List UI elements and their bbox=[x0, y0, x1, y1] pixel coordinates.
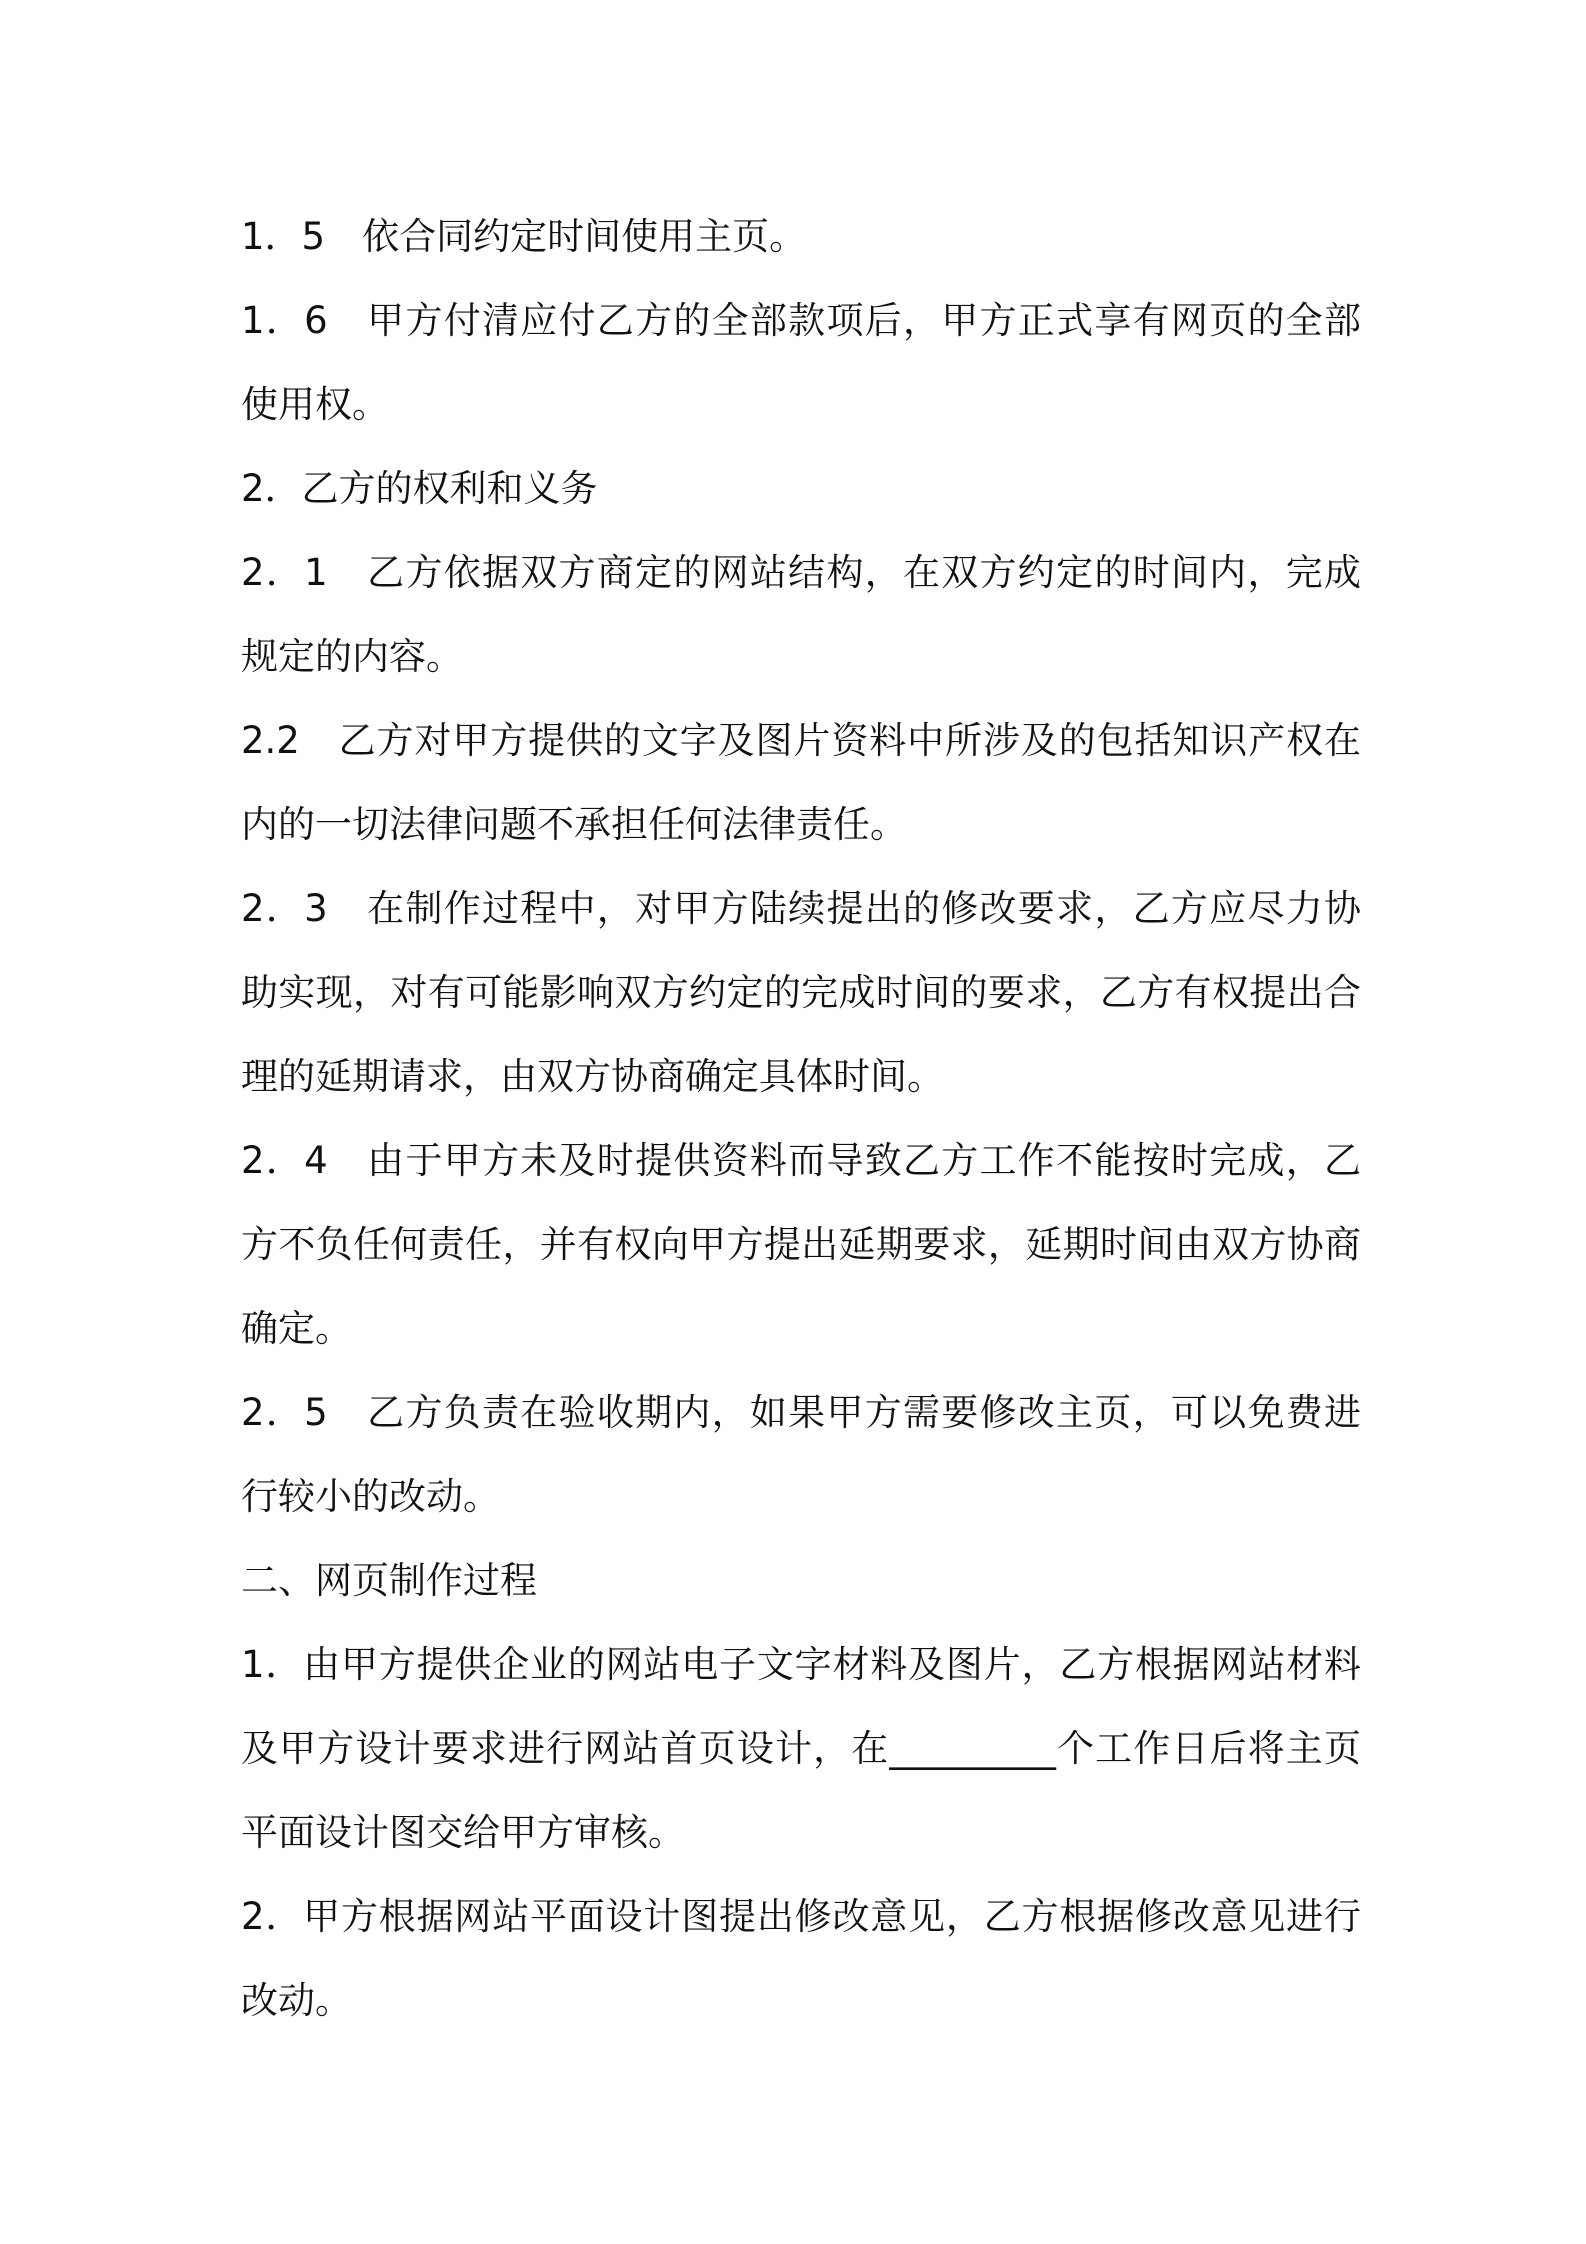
document-body bbox=[241, 195, 1361, 2043]
paragraph-2-3: 2．3 在制作过程中，对甲方陆续提出的修改要求，乙方应尽力协助实现，对有可能影响双方约定的完成时间的要求，乙方有权提出合理的延期请求，由双方协商确定具体时间。 bbox=[241, 887, 1361, 1098]
paragraph-1-6: 1．6 甲方付清应付乙方的全部款项后，甲方正式享有网页的全部使用权。 bbox=[241, 299, 1361, 426]
section-heading-2: 2．乙方的权利和义务 bbox=[241, 467, 598, 510]
paragraph-1-5: 1．5 依合同约定时间使用主页。 bbox=[241, 215, 807, 258]
chapter-heading-webpage-process: 二、网页制作过程 bbox=[241, 1559, 537, 1602]
paragraph-2-1: 2．1 乙方依据双方商定的网站结构，在双方约定的时间内，完成规定的内容。 bbox=[241, 551, 1361, 678]
paragraph-2-2: 2.2 乙方对甲方提供的文字及图片资料中所涉及的包括知识产权在内的一切法律问题不承担任何法律责任。 bbox=[241, 719, 1361, 846]
process-step-2: 2．甲方根据网站平面设计图提出修改意见，乙方根据修改意见进行改动。 bbox=[241, 1895, 1361, 2022]
process-step-1: 1．由甲方提供企业的网站电子文字材料及图片，乙方根据网站材料及甲方设计要求进行网站首页设计，在_________个工作日后将主页平面设计图交给甲方审核。 bbox=[241, 1643, 1361, 1854]
paragraph-2-4: 2．4 由于甲方未及时提供资料而导致乙方工作不能按时完成，乙方不负任何责任，并有权向甲方提出延期要求，延期时间由双方协商确定。 bbox=[241, 1139, 1361, 1350]
paragraph-2-5: 2．5 乙方负责在验收期内，如果甲方需要修改主页，可以免费进行较小的改动。 bbox=[241, 1391, 1361, 1518]
